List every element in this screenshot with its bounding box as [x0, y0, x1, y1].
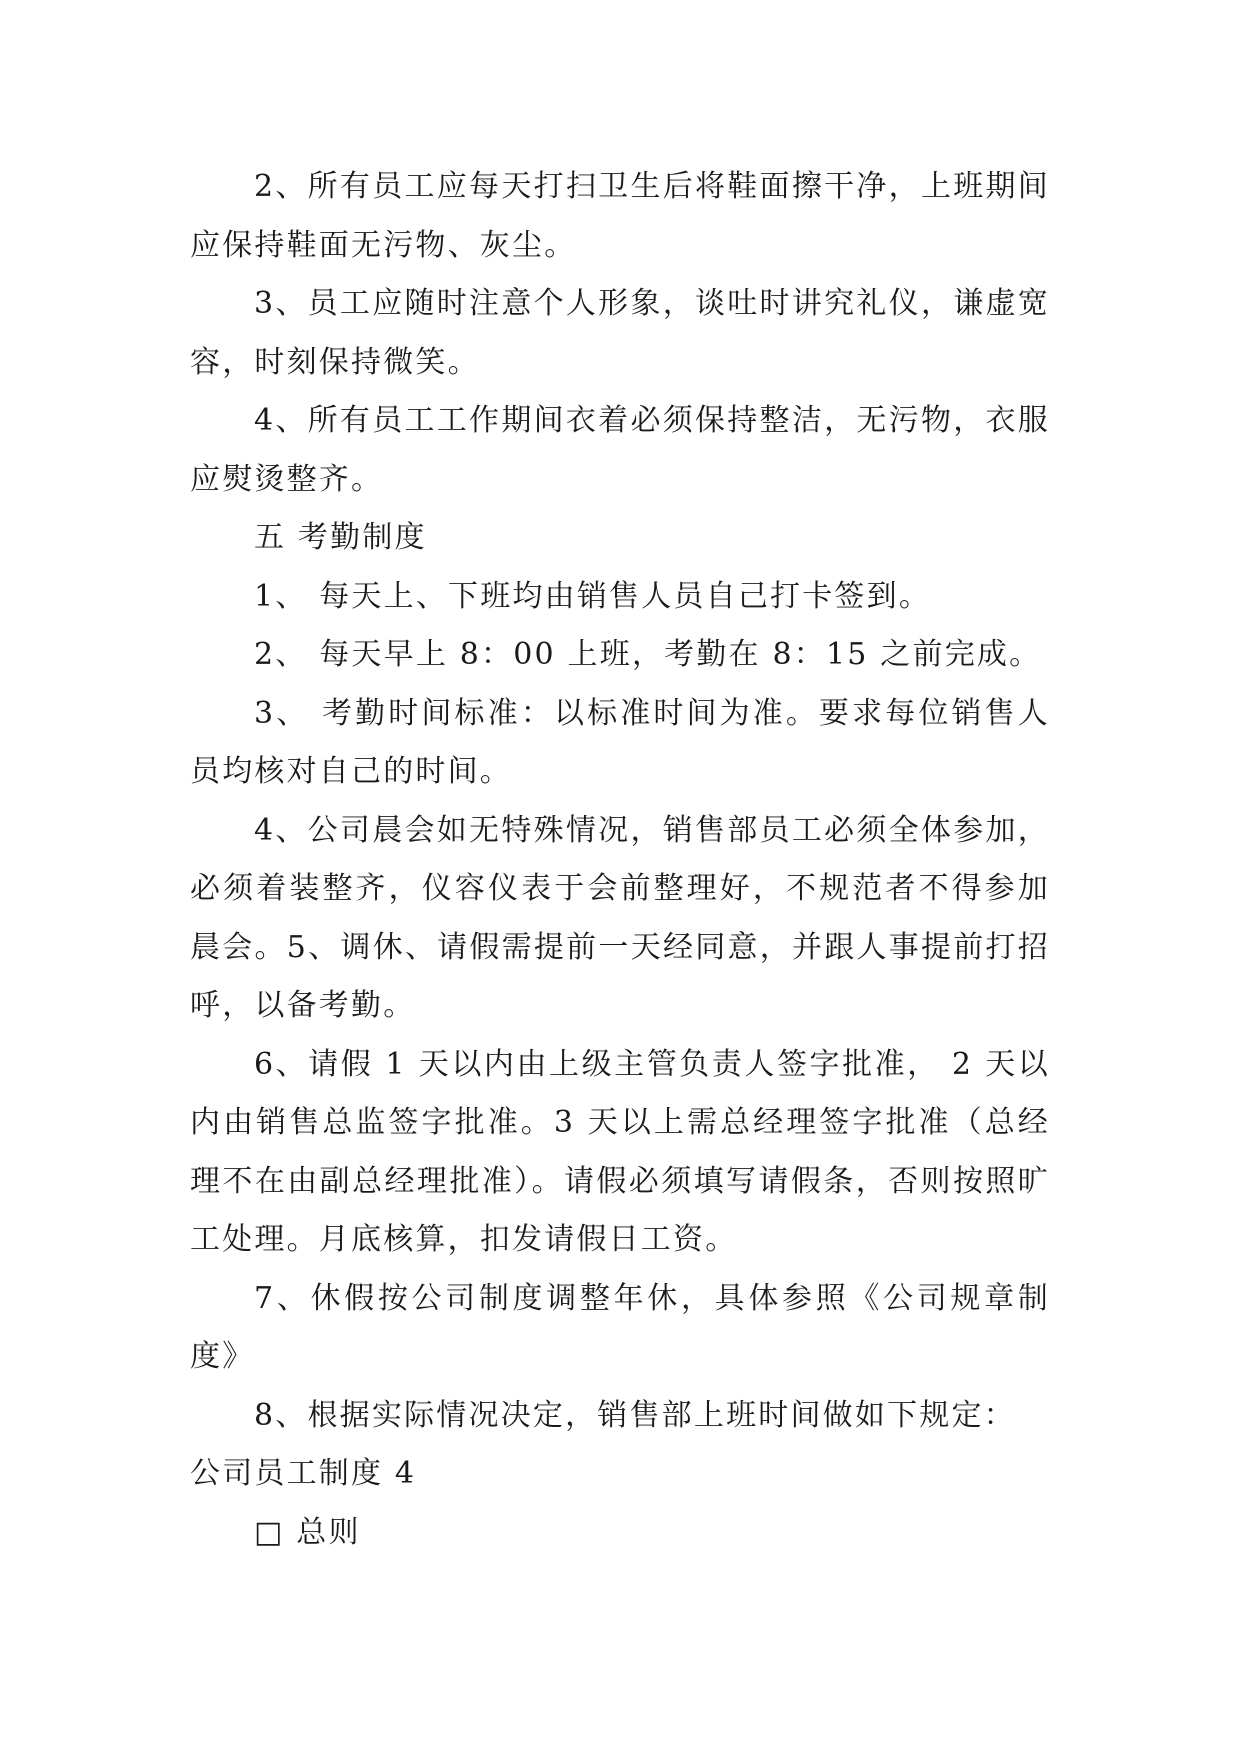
section-heading-general: □ 总则	[254, 1514, 361, 1550]
paragraph-work-schedule: 8、根据实际情况决定，销售部上班时间做如下规定：	[254, 1397, 1016, 1433]
paragraph-leave-approval: 6、请假 1 天以内由上级主管负责人签字批准， 2 天以内由销售总监签字批准。3 天以上需总经理签字批准（总经理不在由副总经理批准）。请假必须填写请假条，否则按照旷工处理。月底核算，扣发请假日工资。	[190, 1046, 1050, 1257]
document-title-section: 公司员工制度 4	[190, 1456, 417, 1491]
document-body	[190, 158, 1050, 1562]
paragraph-work-hours: 2、 每天早上 8：00 上班，考勤在 8：15 之前完成。	[254, 637, 1042, 672]
paragraph-shoe-cleaning: 2、所有员工应每天打扫卫生后将鞋面擦干净，上班期间应保持鞋面无污物、灰尘。	[190, 169, 1050, 263]
paragraph-time-standard: 3、 考勤时间标准：以标准时间为准。要求每位销售人员均核对自己的时间。	[190, 695, 1050, 789]
paragraph-clock-in: 1、 每天上、下班均由销售人员自己打卡签到。	[254, 578, 932, 614]
paragraph-clothing: 4、所有员工工作期间衣着必须保持整洁，无污物，衣服应熨烫整齐。	[190, 403, 1050, 497]
paragraph-morning-meeting: 4、公司晨会如无特殊情况，销售部员工必须全体参加，必须着装整齐，仪容仪表于会前整理好，不规范者不得参加晨会。5、调休、请假需提前一天经同意，并跟人事提前打招呼，以备考勤。	[190, 812, 1050, 1023]
paragraph-annual-leave: 7、休假按公司制度调整年休，具体参照《公司规章制度》	[190, 1280, 1050, 1374]
section-heading-attendance: 五 考勤制度	[254, 520, 427, 555]
paragraph-personal-image: 3、员工应随时注意个人形象，谈吐时讲究礼仪，谦虚宽容，时刻保持微笑。	[190, 286, 1050, 380]
